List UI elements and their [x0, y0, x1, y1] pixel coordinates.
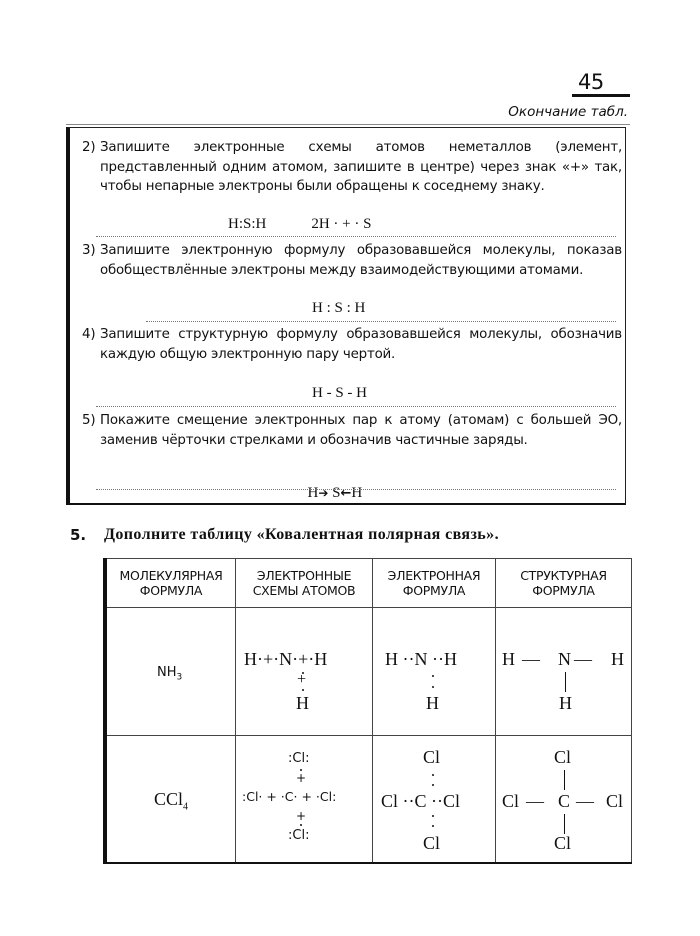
atom-n: N	[558, 649, 571, 669]
answer-line	[96, 236, 616, 237]
step-number: 2)	[82, 140, 96, 155]
header-molecular-formula: МОЛЕКУЛЯРНАЯ ФОРМУЛА	[105, 559, 236, 608]
step-5	[82, 411, 622, 450]
bond-vertical	[564, 814, 565, 834]
atom-h: H	[351, 485, 363, 501]
electron-dot	[432, 815, 434, 817]
table-row	[105, 608, 632, 736]
header-structural-formula: СТРУКТУРНАЯ ФОРМУЛА	[496, 559, 632, 608]
bond-line: —	[526, 791, 544, 811]
step-4	[82, 325, 622, 364]
atom-s: S	[332, 485, 341, 501]
step-2	[82, 138, 622, 197]
electron-dot	[302, 689, 304, 691]
step-number: 3)	[82, 243, 96, 258]
top-rule	[66, 124, 630, 125]
electronic-cl-bottom: Cl	[423, 833, 441, 853]
cell-electronic-formula[interactable]	[373, 608, 496, 736]
bond-vertical	[564, 770, 565, 790]
header-atom-schemes: ЭЛЕКТРОННЫЕ СХЕМЫ АТОМОВ	[236, 559, 373, 608]
scheme-cl-bottom: :Cl:	[288, 828, 310, 843]
bond-line: —	[574, 649, 592, 669]
atom-c: C	[558, 791, 571, 811]
cell-structural-formula[interactable]	[496, 608, 632, 736]
scheme-cl-top: :Cl:	[288, 751, 310, 766]
scheme-line: H·+·N·+·H	[244, 649, 328, 669]
step-4-answer[interactable]: H - S - H	[312, 385, 367, 401]
cell-structural-formula[interactable]	[496, 736, 632, 864]
electronic-atom-h: H	[426, 693, 439, 713]
electron-dot	[432, 784, 434, 786]
step-text: Запишите структурную формулу образовавшейся молекулы, обозначив каждую общую электронную пару чертой.	[100, 327, 622, 362]
step-3-answer[interactable]: H : S : H	[312, 300, 366, 316]
cell-molecular-formula	[105, 736, 236, 864]
covalent-polar-table	[103, 558, 632, 864]
cell-atom-scheme[interactable]	[236, 608, 373, 736]
page-number: 45	[578, 70, 604, 94]
cell-atom-scheme[interactable]	[236, 736, 373, 864]
electron-dot	[432, 675, 434, 677]
table-row	[105, 736, 632, 864]
step-2-answer[interactable]: H:S:H 2H · + · S	[228, 216, 372, 232]
formula-nh3: $NH_3$	[157, 665, 183, 683]
exercise-number: 5.	[70, 526, 87, 544]
step-number: 5)	[82, 413, 96, 428]
atom-h: H	[502, 649, 515, 669]
atom-cl: Cl	[554, 747, 572, 767]
electron-dot	[432, 774, 434, 776]
atom-h: H	[559, 693, 572, 713]
table-continued-label: Окончание табл.	[508, 104, 628, 120]
atom-h: H	[307, 485, 319, 501]
step-3	[82, 241, 622, 280]
cell-electronic-formula[interactable]	[373, 736, 496, 864]
electronic-line: H ··N ··H	[385, 649, 457, 669]
step-number: 4)	[82, 327, 96, 342]
step-text: Запишите электронную формулу образовавшейся молекулы, показав обобществлённые электроны между взаимодействующими атомами.	[100, 243, 622, 278]
page-number-rule	[572, 94, 630, 97]
plus-sign: +	[297, 671, 307, 688]
atom-cl: Cl	[554, 833, 572, 853]
bond-line: —	[576, 791, 594, 811]
formula-ccl4: CCl$_4$	[154, 789, 189, 813]
bond-line: —	[522, 649, 540, 669]
electronic-middle-line: Cl ··C ··Cl	[381, 791, 460, 811]
answer-line	[96, 406, 616, 407]
atom-cl: Cl	[502, 791, 520, 811]
arrow-left-icon: ←	[340, 486, 352, 501]
plus-sign: +	[296, 809, 307, 823]
step-text: Запишите электронные схемы атомов неметаллов (элемент, представленный одним атомом, запишите в центре) через знак «+» так, чтобы непарные электроны были обращены к соседнему знаку.	[100, 140, 622, 194]
atom-cl: Cl	[606, 791, 624, 811]
arrow-right-icon: ➔	[318, 486, 329, 500]
header-electronic-formula: ЭЛЕКТРОННАЯ ФОРМУЛА	[373, 559, 496, 608]
scheme-atom-h: H	[296, 693, 309, 713]
electron-dot	[432, 686, 434, 688]
answer-line	[146, 321, 616, 322]
atom-h: H	[611, 649, 624, 669]
bond-vertical	[565, 672, 566, 692]
plus-sign: +	[296, 771, 307, 785]
step-5-answer[interactable]	[300, 468, 362, 502]
answer-line	[96, 489, 616, 490]
exercise-title: Дополните таблицу «Ковалентная полярная связь».	[104, 526, 499, 543]
cell-molecular-formula	[105, 608, 236, 736]
electron-dot	[432, 825, 434, 827]
scheme-middle-line: :Cl· + ·C· + ·Cl:	[242, 789, 337, 804]
electronic-cl-top: Cl	[423, 747, 441, 767]
step-text: Покажите смещение электронных пар к атому (атомам) с большей ЭО, заменив чёрточки стрелками и обозначив частичные заряды.	[100, 413, 622, 448]
electron-dot	[300, 824, 302, 826]
